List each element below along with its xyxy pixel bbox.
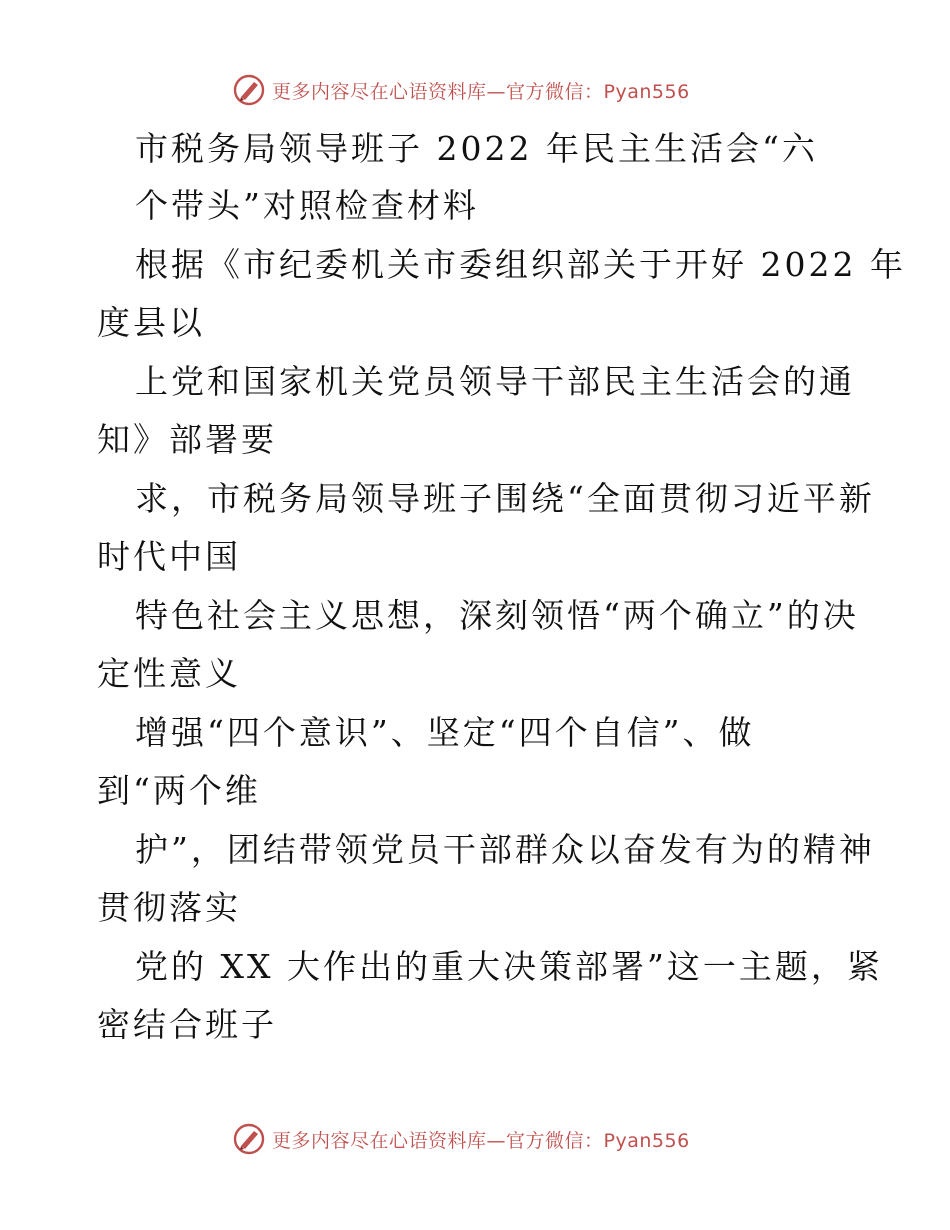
paragraph-line: 贯彻落实 xyxy=(97,888,241,927)
paragraph-line: 特色社会主义思想，深刻领悟“两个确立”的决 xyxy=(135,596,859,635)
document-title-line-1: 市税务局领导班子 2022 年民主生活会“六 xyxy=(135,129,818,168)
paragraph-line: 知》部署要 xyxy=(97,420,277,459)
pen-logo-icon xyxy=(232,73,266,107)
banner-text: 更多内容尽在心语资料库—官方微信：Pyan556 xyxy=(272,1129,690,1152)
paragraph-line: 求，市税务局领导班子围绕“全面贯彻习近平新 xyxy=(135,479,875,518)
footer-banner xyxy=(232,1119,690,1159)
header-banner xyxy=(232,70,690,110)
pen-logo-icon xyxy=(232,1122,266,1156)
paragraph-line: 到“两个维 xyxy=(97,771,261,810)
paragraph-line: 增强“四个意识”、坚定“四个自信”、做 xyxy=(135,713,755,752)
banner-text: 更多内容尽在心语资料库—官方微信：Pyan556 xyxy=(272,80,690,103)
paragraph-line: 上党和国家机关党员领导干部民主生活会的通 xyxy=(135,362,855,401)
document-title-line-2: 个带头”对照检查材料 xyxy=(135,186,479,225)
paragraph-line: 定性意义 xyxy=(97,654,241,693)
paragraph-line: 度县以 xyxy=(97,303,205,342)
paragraph-line: 党的 XX 大作出的重大决策部署”这一主题，紧 xyxy=(135,947,883,986)
paragraph-line: 护”，团结带领党员干部群众以奋发有为的精神 xyxy=(135,830,875,869)
paragraph-line: 根据《市纪委机关市委组织部关于开好 2022 年 xyxy=(135,245,906,284)
paragraph-line: 时代中国 xyxy=(97,537,241,576)
paragraph-line: 密结合班子 xyxy=(97,1005,277,1044)
